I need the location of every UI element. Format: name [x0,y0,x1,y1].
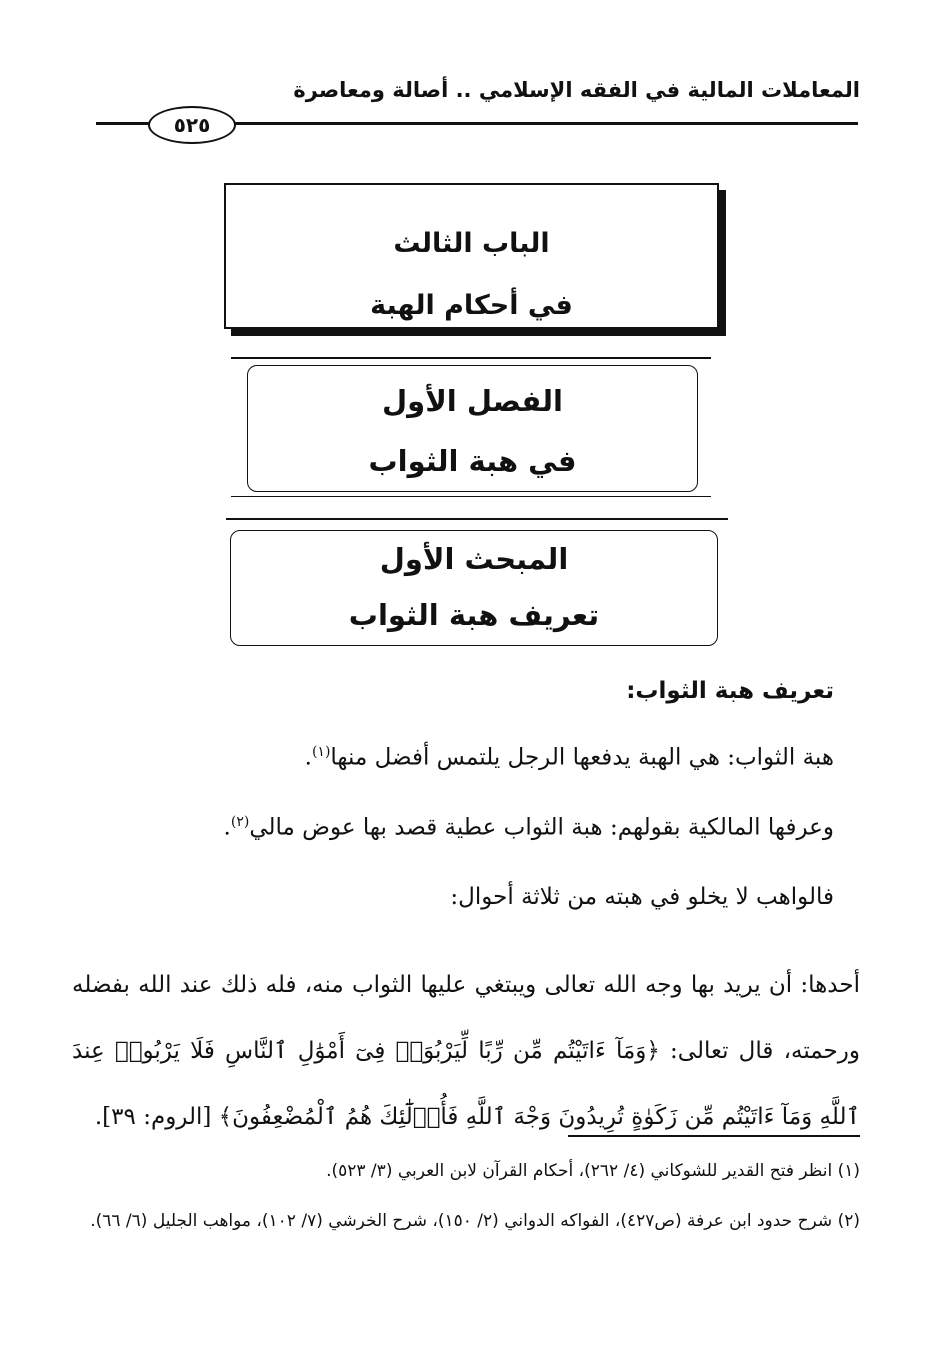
footnote-rule [568,1135,860,1137]
section-title: الفصل الأول [382,384,563,418]
subsection-title-box [230,530,718,646]
footnote-2: (٢) شرح حدود ابن عرفة (ص٤٢٧)، الفواكه الدواني (٢/ ١٥٠)، شرح الخرشي (٧/ ١٠٢)، مواهب الجليل (٦/ ٦٦). [90,1211,860,1231]
subsection-subtitle: تعريف هبة الثواب [348,598,600,632]
chapter-title-box [224,183,719,329]
section-rule-top [231,357,711,359]
paragraph-1-text: هبة الثواب: هي الهبة يدفعها الرجل يلتمس أفضل منها [330,744,834,771]
footnote-1: (١) انظر فتح القدير للشوكاني (٤/ ٢٦٢)، أحكام القرآن لابن العربي (٣/ ٥٢٣). [326,1161,860,1181]
running-header-title: المعاملات المالية في الفقه الإسلامي .. أصالة ومعاصرة [293,78,860,102]
definition-heading: تعريف هبة الثواب: [626,678,834,704]
paragraph-2: وعرفها المالكية بقولهم: هبة الثواب عطية قصد بها عوض مالي$^{(٢)}$. [223,814,834,841]
section-title-box [247,365,698,492]
footnote-ref-1: (١) [311,744,331,760]
section-rule-bottom [231,496,711,497]
paragraph-3: فالواهب لا يخلو في هبته من ثلاثة أحوال: [450,884,834,910]
paragraph-1: هبة الثواب: هي الهبة يدفعها الرجل يلتمس أفضل منها$^{(١)}$. [304,744,834,771]
subsection-rule-top [226,518,728,520]
chapter-title: الباب الثالث [393,228,550,259]
footnote-ref-2: (٢) [230,814,250,830]
subsection-title: المبحث الأول [379,542,569,576]
page-number: ٥٢٥ [148,106,236,144]
chapter-subtitle: في أحكام الهبة [370,290,573,321]
paragraph-2-text: وعرفها المالكية بقولهم: هبة الثواب عطية قصد بها عوض مالي [249,814,834,841]
paragraph-4: أحدها: أن يريد بها وجه الله تعالى ويبتغي عليها الثواب منه، فله ذلك عند الله بفضله ورحمته، قال تعالى: ﴿وَمَآ ءَاتَيْتُم مِّن رِّبًا لِّيَرْبُوَا۟ فِىٓ أَمْوَٰلِ ٱلنَّاسِ فَلَا يَرْبُوا۟ عِندَ ٱللَّهِ وَمَآ ءَاتَيْتُم مِّن زَكَوٰةٍ تُرِيدُونَ وَجْهَ ٱللَّهِ فَأُو۟لَٰٓئِكَ هُمُ ٱلْمُضْعِفُونَ﴾ [الروم: ٣٩]. [72,972,860,1130]
section-subtitle: في هبة الثواب [368,444,577,478]
